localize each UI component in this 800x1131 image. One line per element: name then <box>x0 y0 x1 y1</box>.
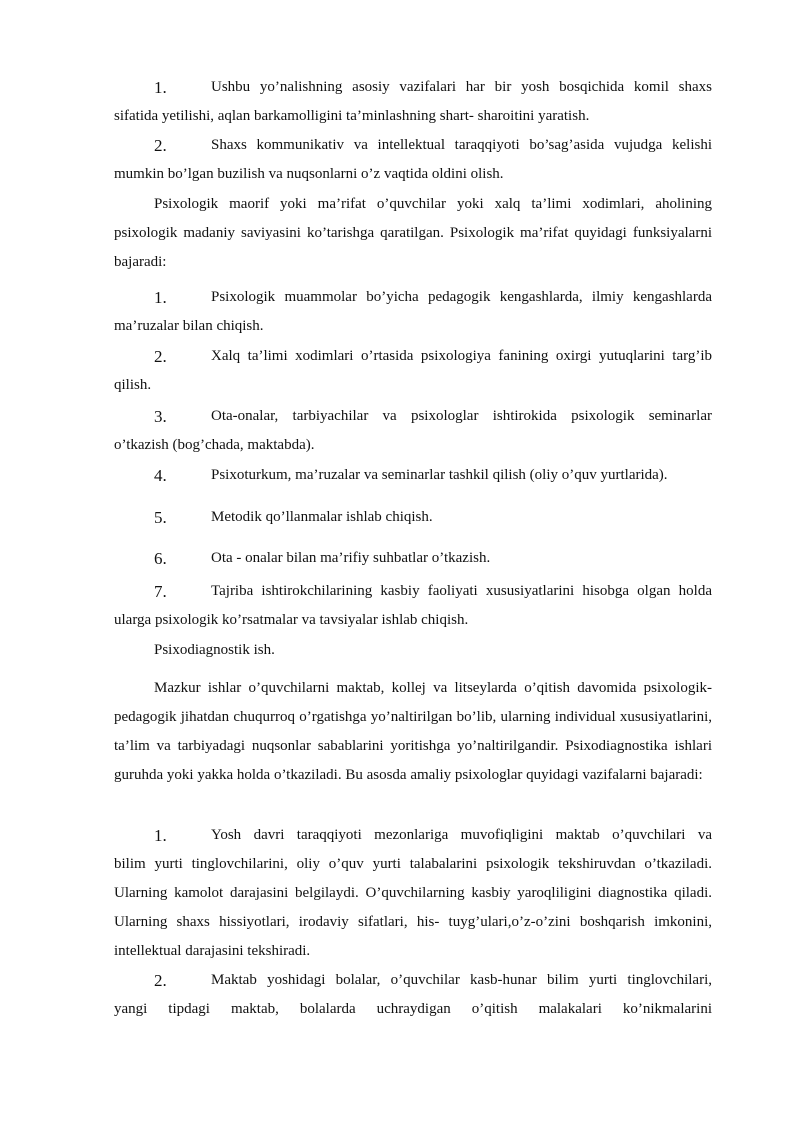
list-item-first-line: Yosh davri taraqqiyoti mezonlariga muvofiqligini maktab o’quvchilari va <box>211 827 712 843</box>
list-item-first-line: Ota - onalar bilan ma’rifiy suhbatlar o’tkazish. <box>211 550 491 566</box>
list-item-first-line: Psixoturkum, ma’ruzalar va seminarlar tashkil qilish (oliy o’quv yurtlarida). <box>211 467 668 483</box>
list-number: 1. <box>154 826 167 845</box>
list-item <box>114 402 712 460</box>
list-number: 2. <box>154 136 167 155</box>
list-number: 4. <box>154 466 167 485</box>
list-number: 3. <box>154 407 167 426</box>
list-item-continuation: qilish. <box>114 377 152 393</box>
list-item-continuation: sifatida yetilishi, aqlan barkamolligini ta’minlashning shart- sharoitini yaratish. <box>114 108 590 124</box>
list-item <box>114 544 712 573</box>
list-item <box>114 577 712 635</box>
list-number: 6. <box>154 549 167 568</box>
list-number: 5. <box>154 508 167 527</box>
section-heading: Psixodiagnostik ish. <box>154 642 275 658</box>
list-item <box>114 966 712 1024</box>
list-item-first-line: Tajriba ishtirokchilarining kasbiy faoliyati xususiyatlarini hisobga olgan holda <box>211 583 712 599</box>
list-number: 1. <box>154 78 167 97</box>
list-number: 1. <box>154 288 167 307</box>
list-number: 7. <box>154 582 167 601</box>
list-item-first-line: Shaxs kommunikativ va intellektual taraqqiyoti bo’sag’asida vujudga kelishi <box>211 137 712 153</box>
list-number: 2. <box>154 347 167 366</box>
list-item <box>114 342 712 400</box>
list-item-continuation: bilim yurti tinglovchilarini, oliy o’quv yurti talabalarini psixologik tekshiruvdan o’tkaziladi. Ularning kamolot darajasini belgilaydi. O’quvchilarning kasbiy yaroqliligini diagnostika qiladi. Ularning shaxs hissiyotlari, irodaviy sifatlari, his- tuyg’ulari,o’z-o’zini boshqarish imkonini, intellektual darajasini tekshiradi. <box>114 856 712 959</box>
list-item-first-line: Metodik qo’llanmalar ishlab chiqish. <box>211 509 433 525</box>
list-item-continuation: o’tkazish (bog’chada, maktabda). <box>114 437 315 453</box>
list-item-first-line: Psixologik muammolar bo’yicha pedagogik kengashlarda, ilmiy kengashlarda <box>211 289 712 305</box>
list-item-continuation: yangi tipdagi maktab, bolalarda uchraydigan o’qitish malakalari ko’nikmalarini <box>114 1001 712 1017</box>
list-item <box>114 131 712 189</box>
list-number: 2. <box>154 971 167 990</box>
paragraph-psixodiagnostik: Mazkur ishlar o’quvchilarni maktab, kollej va litseylarda o’qitish davomida psixologik-pedagogik jihatdan chuqurroq o’rgatishga yo’naltirilgan bo’lib, ularning individual xususiyatlarini, ta’lim va tarbiyadagi nuqsonlar sabablarini yoritishga yo’naltirilgandir. Psixodiagnostika ishlari guruhda yoki yakka holda o’tkaziladi. Bu asosda amaliy psixologlar quyidagi vazifalarni bajaradi: <box>114 680 712 783</box>
list-item-first-line: Ushbu yo’nalishning asosiy vazifalari har bir yosh bosqichida komil shaxs <box>211 79 712 95</box>
paragraph-psixologik-maorif: Psixologik maorif yoki ma’rifat o’quvchilar yoki xalq ta’limi xodimlari, aholining psixologik madaniy saviyasini ko’tarishga qaratilgan. Psixologik ma’rifat quyidagi funksiyalarni bajaradi: <box>114 196 712 270</box>
list-item-continuation: mumkin bo’lgan buzilish va nuqsonlarni o’z vaqtida oldini olish. <box>114 166 504 182</box>
list-item <box>114 461 712 490</box>
list-item <box>114 503 712 532</box>
list-item-continuation: ularga psixologik ko’rsatmalar va tavsiyalar ishlab chiqish. <box>114 612 469 628</box>
list-item <box>114 73 712 131</box>
list-item-first-line: Ota-onalar, tarbiyachilar va psixologlar ishtirokida psixologik seminarlar <box>211 408 712 424</box>
list-item-first-line: Maktab yoshidagi bolalar, o’quvchilar kasb-hunar bilim yurti tinglovchilari, <box>211 972 712 988</box>
list-item <box>114 283 712 341</box>
list-item <box>114 821 712 966</box>
list-item-first-line: Xalq ta’limi xodimlari o’rtasida psixologiya fanining oxirgi yutuqlarini targ’ib <box>211 348 712 364</box>
list-item-continuation: ma’ruzalar bilan chiqish. <box>114 318 264 334</box>
